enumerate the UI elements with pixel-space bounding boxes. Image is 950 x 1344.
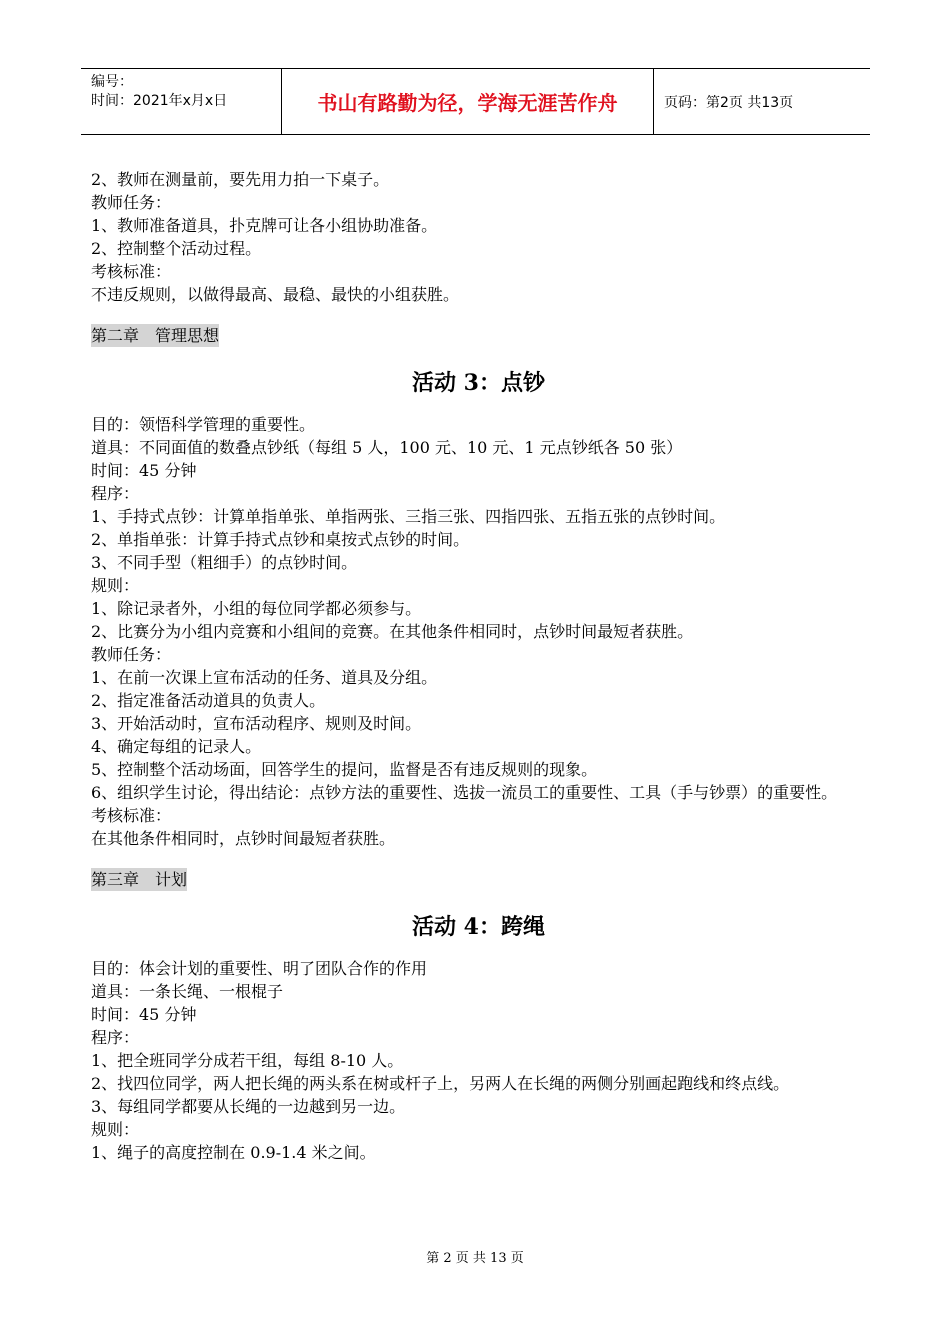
body-line: 教师任务： (91, 645, 172, 664)
body-line: 2、找四位同学，两人把长绳的两头系在树或杆子上，另两人在长绳的两侧分别画起跑线和终点线。 (91, 1074, 790, 1093)
page-footer: 第 2 页 共 13 页 (426, 1251, 524, 1266)
body-line: 1、教师准备道具，扑克牌可让各小组协助准备。 (91, 216, 438, 235)
header-page-number: 页码：第2页 共13页 (664, 94, 794, 111)
chapter-heading-block (91, 868, 866, 891)
body-line: 4、确定每组的记录人。 (91, 737, 262, 756)
header-motto: 书山有路勤为径，学海无涯苦作舟 (282, 69, 654, 134)
body-line: 程序： (91, 1028, 140, 1047)
body-line: 3、开始活动时，宣布活动程序、规则及时间。 (91, 714, 422, 733)
body-line: 1、手持式点钞：计算单指单张、单指两张、三指三张、四指四张、五指五张的点钞时间。 (91, 507, 726, 526)
body-line: 2、单指单张：计算手持式点钞和桌按式点钞的时间。 (91, 530, 470, 549)
body-line: 程序： (91, 484, 140, 503)
body-line: 2、比赛分为小组内竞赛和小组间的竞赛。在其他条件相同时，点钞时间最短者获胜。 (91, 622, 694, 641)
document-body (91, 168, 866, 1164)
body-line: 1、除记录者外，小组的每位同学都必须参与。 (91, 599, 422, 618)
page-header (81, 68, 870, 135)
body-line: 1、在前一次课上宣布活动的任务、道具及分组。 (91, 668, 438, 687)
body-line: 在其他条件相同时，点钞时间最短者获胜。 (91, 829, 396, 848)
header-number: 编号： (91, 74, 133, 90)
chapter-heading: 第三章 计划 (91, 870, 188, 889)
body-line: 教师任务： (91, 193, 172, 212)
body-line: 时间：45 分钟 (91, 461, 197, 480)
body-line: 考核标准： (91, 806, 172, 825)
body-line: 6、组织学生讨论，得出结论：点钞方法的重要性、选拔一流员工的重要性、工具（手与钞票）的重要性。 (91, 783, 838, 802)
body-line: 2、教师在测量前，要先用力拍一下桌子。 (91, 170, 390, 189)
body-line: 3、每组同学都要从长绳的一边越到另一边。 (91, 1097, 406, 1116)
body-line: 考核标准： (91, 262, 172, 281)
body-line: 规则： (91, 1120, 140, 1139)
body-line: 5、控制整个活动场面，回答学生的提问，监督是否有违反规则的现象。 (91, 760, 598, 779)
body-line: 目的：体会计划的重要性、明了团队合作的作用 (91, 959, 428, 978)
header-meta (81, 69, 282, 134)
body-line: 不违反规则，以做得最高、最稳、最快的小组获胜。 (91, 285, 460, 304)
body-line: 1、绳子的高度控制在 0.9-1.4 米之间。 (91, 1143, 376, 1162)
body-line: 2、指定准备活动道具的负责人。 (91, 691, 326, 710)
body-line: 2、控制整个活动过程。 (91, 239, 262, 258)
body-line: 时间：45 分钟 (91, 1005, 197, 1024)
body-line: 道具：不同面值的数叠点钞纸（每组 5 人，100 元、10 元、1 元点钞纸各 50 张） (91, 438, 683, 457)
header-date: 时间：2021年x月x日 (91, 93, 228, 109)
body-line: 目的：领悟科学管理的重要性。 (91, 415, 316, 434)
chapter-heading-block (91, 324, 866, 347)
chapter-heading: 第二章 管理思想 (91, 326, 220, 345)
body-line: 道具：一条长绳、一根棍子 (91, 982, 284, 1001)
body-line: 规则： (91, 576, 140, 595)
activity-title: 活动 3：点钞 (412, 370, 545, 396)
body-line: 3、不同手型（粗细手）的点钞时间。 (91, 553, 358, 572)
activity-title: 活动 4：跨绳 (412, 914, 545, 940)
body-line: 1、把全班同学分成若干组，每组 8-10 人。 (91, 1051, 404, 1070)
